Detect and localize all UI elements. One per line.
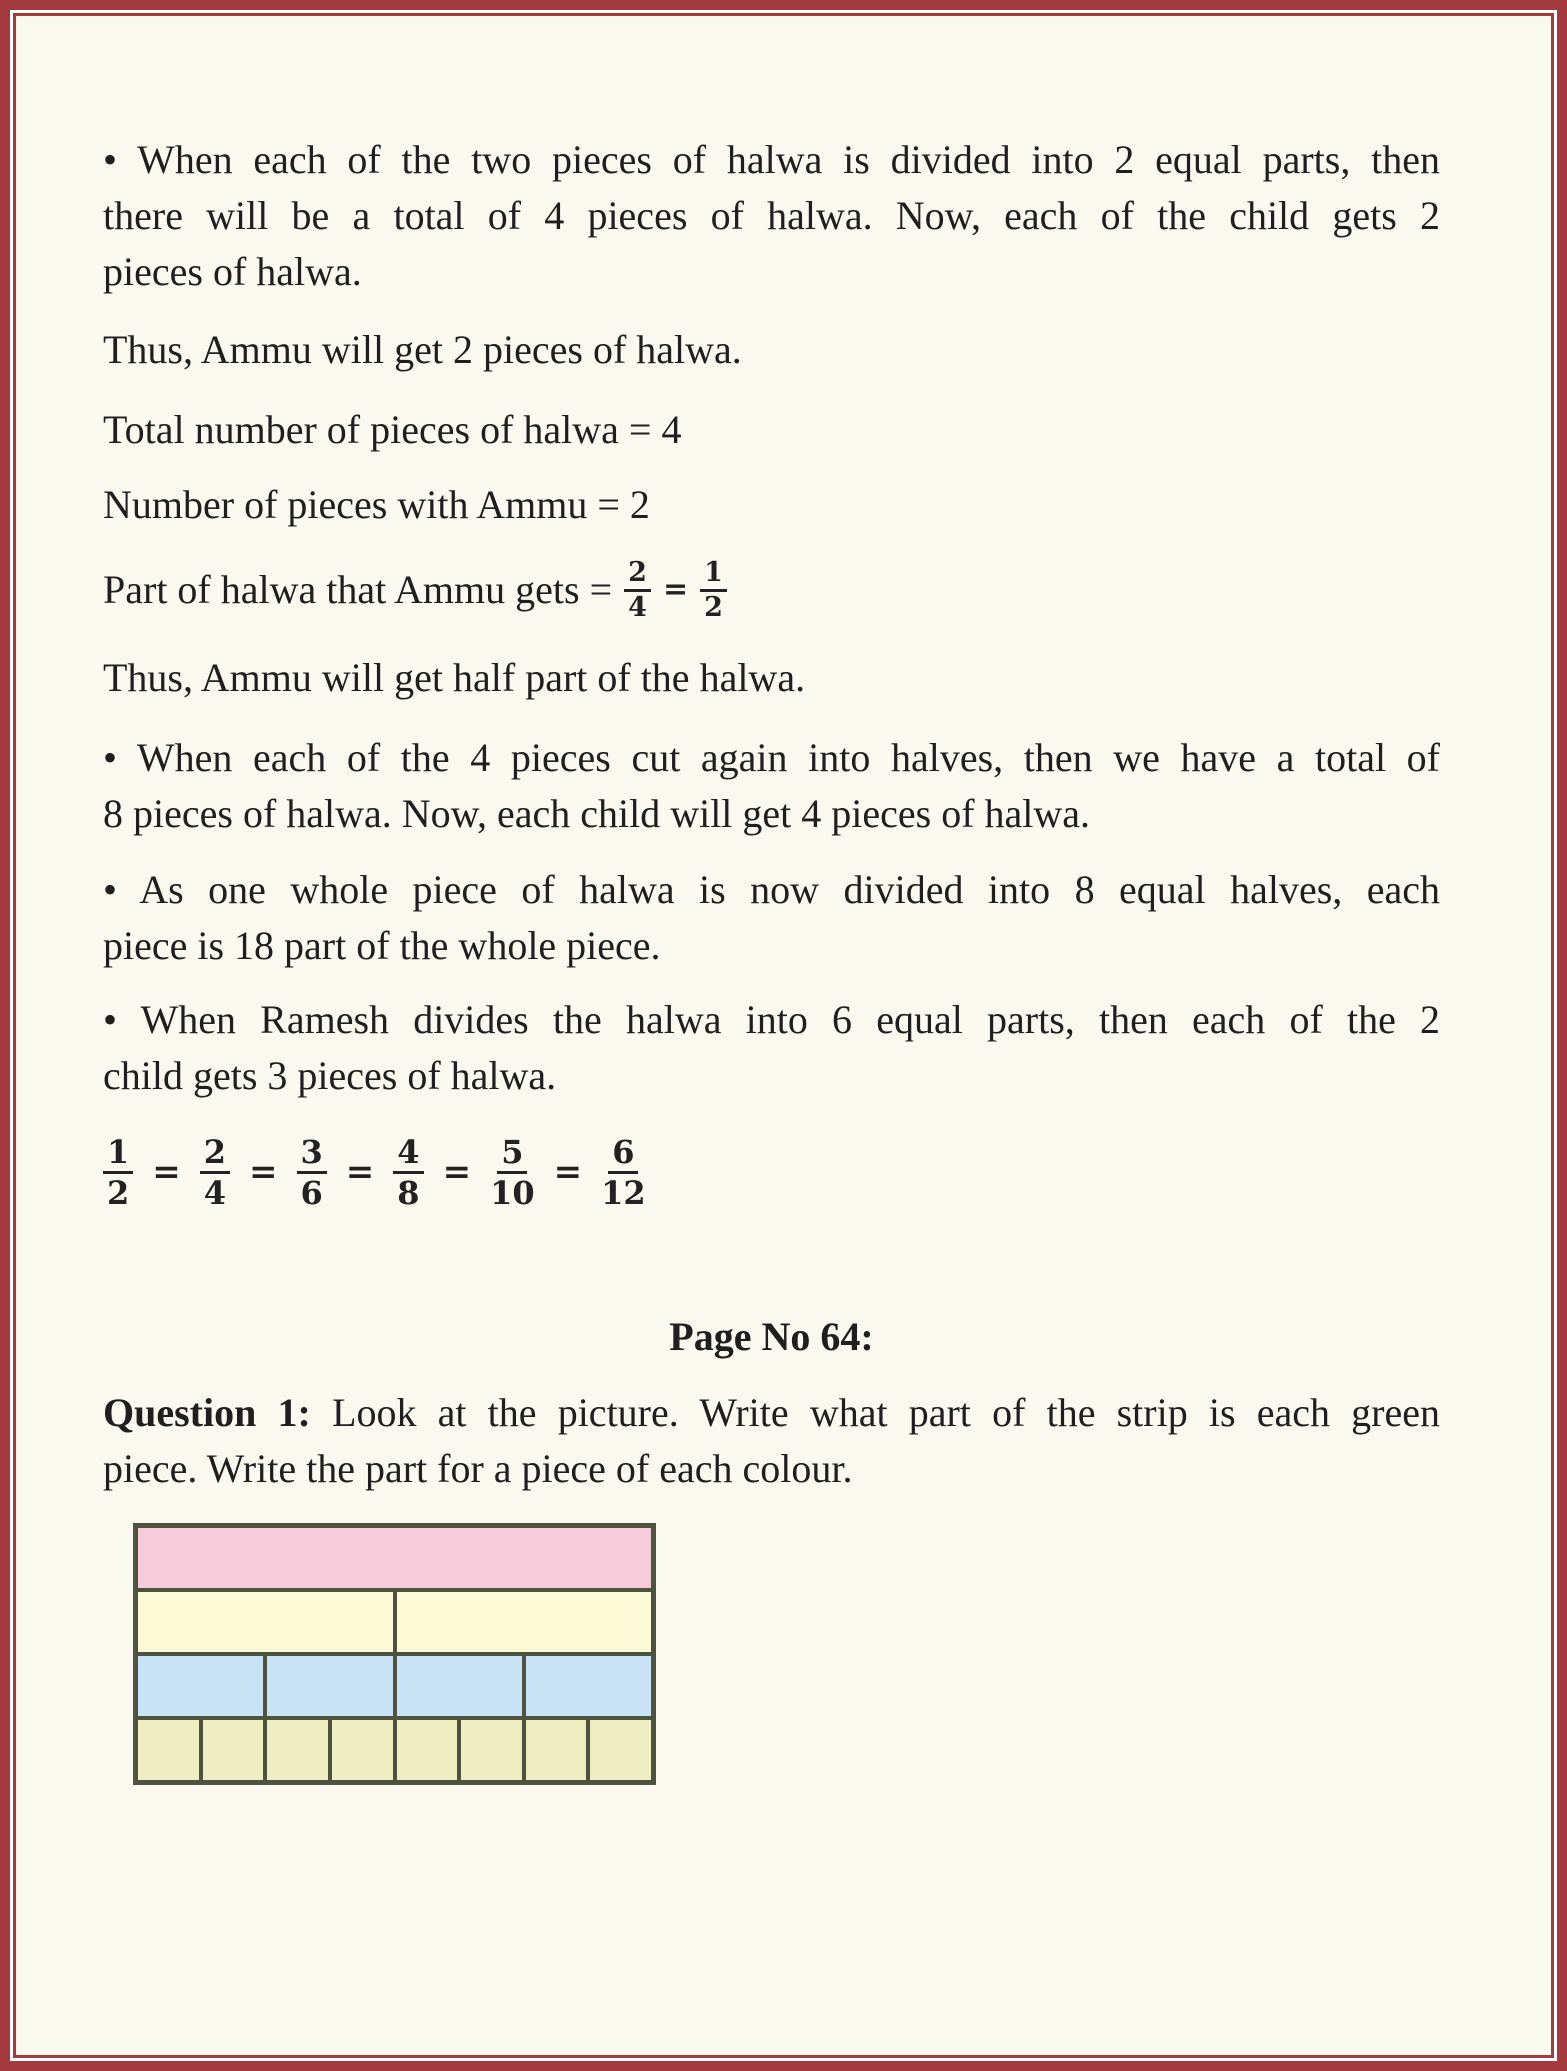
- strip-cell-eighths-7: [524, 1718, 589, 1782]
- text-line-2: child gets 3 pieces of halwa.: [103, 1053, 557, 1098]
- fraction-1-2: [700, 556, 727, 623]
- fraction-denominator: 2: [704, 591, 723, 623]
- fraction-numerator: 2: [624, 559, 651, 592]
- strip-cell-eighths-4: [330, 1718, 395, 1782]
- page-content: [16, 16, 1551, 2055]
- text-line-2: piece is 18 part of the whole piece.: [103, 923, 661, 968]
- bullet-paragraph-4: [103, 992, 1440, 1104]
- strip-cell-quarters-2: [265, 1654, 394, 1718]
- fraction-strip: [133, 1523, 656, 1785]
- fraction-denominator: 2: [107, 1173, 130, 1212]
- fraction-denominator: 8: [397, 1173, 420, 1212]
- bullet-paragraph-2: [103, 730, 1440, 842]
- equals-sign: =: [553, 1152, 583, 1192]
- text-line-3: pieces of halwa.: [103, 249, 362, 294]
- fraction-numerator: 3: [297, 1135, 327, 1174]
- question-line-2: piece. Write the part for a piece of each colour.: [103, 1446, 853, 1491]
- ammu-pieces-line: Number of pieces with Ammu = 2: [103, 482, 650, 527]
- strip-row-whole: [136, 1526, 653, 1590]
- fraction-2-4: [200, 1132, 230, 1212]
- part-line-text: Part of halwa that Ammu gets =: [103, 567, 613, 612]
- equals-sign: =: [662, 572, 689, 607]
- strip-cell-eighths-1: [136, 1718, 201, 1782]
- strip-cell-eighths-6: [459, 1718, 524, 1782]
- question-line-1: [103, 1385, 1440, 1441]
- fraction-numerator: 2: [200, 1135, 230, 1174]
- bullet-paragraph-3: [103, 862, 1440, 974]
- equals-sign: =: [345, 1152, 375, 1192]
- strip-cell-quarters-1: [136, 1654, 265, 1718]
- text-line-1: • When each of the two pieces of halwa is divided into 2 equal parts, then: [103, 137, 1440, 182]
- strip-row-eighths: [136, 1718, 653, 1782]
- strip-row-halves: [136, 1590, 653, 1654]
- strip-cell-eighths-3: [265, 1718, 330, 1782]
- fraction-6-12: [601, 1132, 646, 1212]
- bullet-paragraph-1: [103, 132, 1440, 300]
- strip-cell-whole-1: [136, 1526, 653, 1590]
- text-line-1: • As one whole piece of halwa is now divided into 8 equal halves, each: [103, 867, 1440, 912]
- fraction-1-2: [103, 1132, 133, 1212]
- fraction-numerator: 5: [497, 1135, 527, 1174]
- strip-cell-halves-1: [136, 1590, 395, 1654]
- fraction-denominator: 4: [628, 591, 647, 623]
- equals-sign: =: [249, 1152, 278, 1192]
- strip-cell-quarters-4: [524, 1654, 653, 1718]
- question-text: Look at the picture. Write what part of the strip is each green: [310, 1390, 1441, 1435]
- part-of-halwa-line: [103, 542, 1440, 638]
- total-pieces-line: Total number of pieces of halwa = 4: [103, 407, 682, 452]
- fraction-denominator: 10: [490, 1173, 535, 1212]
- text-line-1: • When Ramesh divides the halwa into 6 equal parts, then each of the 2: [103, 997, 1440, 1042]
- fraction-numerator: 1: [700, 559, 727, 592]
- text-line-2: 8 pieces of halwa. Now, each child will get 4 pieces of halwa.: [103, 791, 1091, 836]
- fraction-numerator: 1: [103, 1135, 133, 1174]
- fraction-denominator: 4: [203, 1173, 227, 1212]
- strip-cell-quarters-3: [395, 1654, 524, 1718]
- fraction-denominator: 12: [601, 1173, 646, 1212]
- strip-cell-eighths-8: [588, 1718, 653, 1782]
- fraction-numerator: 6: [608, 1135, 638, 1174]
- thus-line-2: Thus, Ammu will get half part of the halwa.: [103, 655, 806, 700]
- equals-sign: =: [442, 1152, 472, 1192]
- strip-cell-halves-2: [395, 1590, 654, 1654]
- thus-line-1: Thus, Ammu will get 2 pieces of halwa.: [103, 327, 742, 372]
- equivalence-row: [103, 1117, 1440, 1227]
- text-line-1: • When each of the 4 pieces cut again into halves, then we have a total of: [103, 735, 1440, 780]
- strip-row-quarters: [136, 1654, 653, 1718]
- fraction-2-4: [624, 556, 651, 623]
- fraction-5-10: [490, 1132, 535, 1212]
- fraction-4-8: [393, 1132, 423, 1212]
- page-heading: Page No 64:: [669, 1314, 874, 1359]
- text-line-2: there will be a total of 4 pieces of halwa. Now, each of the child gets 2: [103, 193, 1440, 238]
- question-paragraph: [103, 1385, 1440, 1497]
- question-label: Question 1:: [103, 1390, 311, 1435]
- fraction-numerator: 4: [393, 1135, 423, 1174]
- strip-cell-eighths-5: [395, 1718, 460, 1782]
- fraction-3-6: [297, 1132, 327, 1212]
- inner-border-frame: [13, 13, 1554, 2058]
- fraction-denominator: 6: [300, 1173, 323, 1212]
- strip-cell-eighths-2: [201, 1718, 266, 1782]
- equals-sign: =: [152, 1152, 181, 1192]
